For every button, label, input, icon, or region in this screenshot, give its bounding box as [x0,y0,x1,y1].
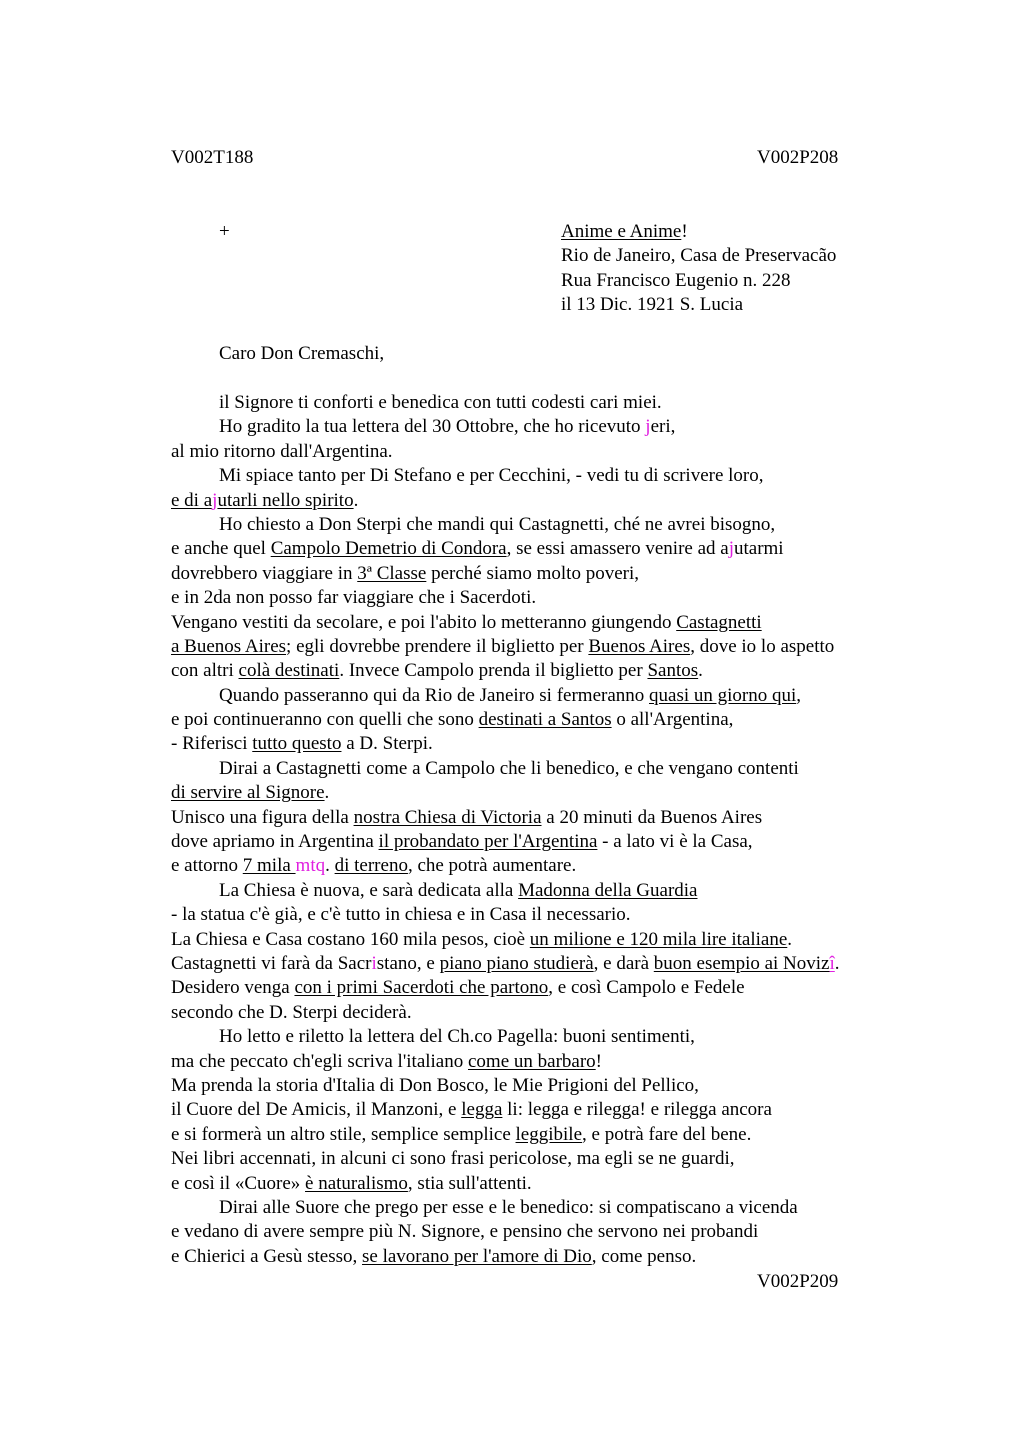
underlined-text: un milione e 120 mila lire italiane [529,928,788,950]
body-text: , dove io lo aspetto [690,635,835,657]
body-text: La Chiesa e Casa costano 160 mila pesos, cioè [171,928,530,950]
body-text: a D. Sterpi. [341,733,433,755]
body-text: il Cuore del De Amicis, il Manzoni, e [171,1099,462,1121]
underlined-text: Campolo Demetrio di Condora [270,538,507,560]
body-text: li: legga e rilegga! e rilegga ancora [502,1099,772,1121]
body-text: utarmi [733,538,784,560]
address-block [561,220,836,318]
underlined-text: destinati a Santos [478,709,612,731]
underlined-text: 3ª Classe [357,562,427,584]
body-line [171,1172,840,1196]
body-text: . [325,855,335,877]
body-text: , stia sull'attenti. [407,1172,532,1194]
body-text: . [787,928,793,950]
body-text: al mio ritorno dall'Argentina. [171,440,393,462]
body-text: , come penso. [591,1245,697,1267]
cross-mark: + [219,221,230,242]
body-text: , e darà [593,952,654,974]
body-line [171,928,840,952]
underlined-text: il probandato per l'Argentina [378,831,598,853]
body-text: e vedano di avere sempre più N. Signore, e pensino che servono nei probandi [171,1221,759,1243]
highlighted-text: j [645,416,651,438]
body-text: il Signore ti conforti e benedica con tutti codesti cari miei. [219,392,662,413]
body-line [171,611,840,635]
underlined-text: è naturalismo [305,1172,408,1194]
body-line [171,1001,840,1025]
underlined-text: tutto questo [252,733,342,755]
address-date-line: il 13 Dic. 1921 S. Lucia [561,294,744,316]
greeting: Caro Don Cremaschi, [219,343,385,364]
header-right-ref: V002P208 [757,147,839,168]
body-line [171,513,840,537]
underlined-text: piano piano studierà [439,952,594,974]
motto-line [561,220,836,244]
body-line [171,464,840,488]
body-text: , se essi amassero venire ad a [506,538,729,560]
underlined-text: di terreno [334,855,408,877]
body-line [171,1123,840,1147]
body-line [171,415,840,439]
underlined-text: Castagnetti [676,611,762,633]
body-text: . [353,489,359,511]
body-line [171,391,840,415]
body-text: , e così Campolo e Fedele [548,977,745,999]
header-left-ref: V002T188 [171,147,254,168]
body-text: - Riferisci [171,733,253,755]
underlined-text: legga [461,1099,503,1121]
underlined-text: colà destinati [238,660,340,682]
body-text: e così il «Cuore» [171,1172,306,1194]
body-line [171,635,840,659]
underlined-text: e di a [171,489,213,511]
body-text: Mi spiace tanto per Di Stefano e per Cecchini, - vedi tu di scrivere loro, [219,465,764,487]
body-text: ma che peccato ch'egli scriva l'italiano [171,1050,468,1072]
body-text: dovrebbero viaggiare in [171,562,358,584]
body-line [171,1245,840,1269]
body-line [171,1050,840,1074]
body-text: stano, e [376,952,440,974]
body-text: Vengano vestiti da secolare, e poi l'abito lo metteranno giungendo [171,611,677,633]
underlined-text: î [829,952,835,974]
body-text: - la statua c'è già, e c'è tutto in chiesa e in Casa il necessario. [171,904,631,926]
body-text: Unisco una figura della [171,806,354,828]
body-line [171,952,840,976]
body-text: , e potrà fare del bene. [582,1123,752,1145]
body-text: Dirai a Castagnetti come a Campolo che li benedico, e che vengano contenti [219,757,799,779]
body-line [171,976,840,1000]
address-line-1: Rio de Janeiro, Casa de Preservacão [561,245,837,267]
body-text: , che potrà aumentare. [407,855,577,877]
underlined-text: se lavorano per l'amore di Dio [362,1245,592,1267]
body-text: dove apriamo in Argentina [171,831,379,853]
body-text: e si formerà un altro stile, semplice semplice [171,1123,516,1145]
body-text: , [796,684,802,706]
underlined-text: di servire al Signore [171,782,325,804]
body-text: . [698,660,703,682]
body-text: La Chiesa è nuova, e sarà dedicata alla [219,879,519,901]
body-line [171,537,840,561]
body-text: Ho chiesto a Don Sterpi che mandi qui Castagnetti, ché ne avrei bisogno, [219,513,776,535]
highlighted-text: j [728,538,734,560]
body-line [171,440,840,464]
body-text: perché siamo molto poveri, [426,562,639,584]
underlined-text: Madonna della Guardia [518,879,698,901]
underlined-text: 7 mila [242,855,296,877]
body-line [171,1074,840,1098]
highlighted-text: mtq [295,855,326,877]
underlined-text: a Buenos Aires [171,635,287,657]
body-line [171,1025,840,1049]
underlined-text: buon esempio ai Noviz [653,952,830,974]
underlined-text: utarli nello spirito [217,489,354,511]
body-text: Dirai alle Suore che prego per esse e le benedico: si compatiscano a vicenda [219,1196,798,1218]
body-text: Quando passeranno qui da Rio de Janeiro si fermeranno [219,684,650,706]
body-text: . [834,952,840,974]
body-text: e Chierici a Gesù stesso, [171,1245,363,1267]
body-line [171,586,840,610]
underlined-text: Buenos Aires [588,635,691,657]
underlined-text: Santos [647,660,699,682]
body-text: con altri [171,660,239,682]
body-line [171,879,840,903]
body-line [171,1147,840,1171]
address-line-2: Rua Francisco Eugenio n. 228 [561,269,791,291]
footer-ref: V002P209 [757,1271,839,1292]
underlined-text: leggibile [515,1123,583,1145]
body-text: . Invece Campolo prenda il biglietto per [339,660,648,682]
body-line [171,732,840,756]
body-line [171,1220,840,1244]
body-text: Castagnetti vi farà da Sacr [171,952,372,974]
body-text: e attorno [171,855,243,877]
underlined-text: come un barbaro [468,1050,596,1072]
body-line [171,489,840,513]
body-text: . [324,782,330,804]
underlined-text: con i primi Sacerdoti che partono [294,977,549,999]
body-text: Ma prenda la storia d'Italia di Don Bosco, le Mie Prigioni del Pellico, [171,1074,699,1096]
body-text: Nei libri accennati, in alcuni ci sono frasi pericolose, ma egli se ne guardi, [171,1148,735,1170]
body-line [171,854,840,878]
motto: Anime e Anime [561,221,682,242]
body-text: a 20 minuti da Buenos Aires [541,806,763,828]
body-text: secondo che D. Sterpi deciderà. [171,1001,412,1023]
body-text: - a lato vi è la Casa, [597,831,753,853]
body-text: eri, [650,416,676,438]
body-text: o all'Argentina, [611,709,734,731]
underlined-text: j [212,489,218,511]
body-text: Ho letto e riletto la lettera del Ch.co Pagella: buoni sentimenti, [219,1026,695,1048]
body-line [171,659,840,683]
body-line [171,903,840,927]
underlined-text: quasi un giorno qui [649,684,797,706]
body-text: ; egli dovrebbe prendere il biglietto per [286,635,589,657]
body-line [171,708,840,732]
body-line [171,562,840,586]
motto-punct: ! [681,221,688,242]
body-line [171,830,840,854]
body-text: e in 2da non posso far viaggiare che i Sacerdoti. [171,587,537,609]
letter-body [171,391,840,1269]
highlighted-text: i [371,952,377,974]
underlined-text: nostra Chiesa di Victoria [353,806,542,828]
body-text: e poi continueranno con quelli che sono [171,709,479,731]
body-line [171,684,840,708]
body-line [171,1196,840,1220]
body-line [171,757,840,781]
body-text: Desidero venga [171,977,295,999]
body-line [171,806,840,830]
body-line [171,1098,840,1122]
body-line [171,781,840,805]
body-text: e anche quel [171,538,271,560]
body-text: ! [595,1050,602,1072]
body-text: Ho gradito la tua lettera del 30 Ottobre, che ho ricevuto [219,416,646,438]
